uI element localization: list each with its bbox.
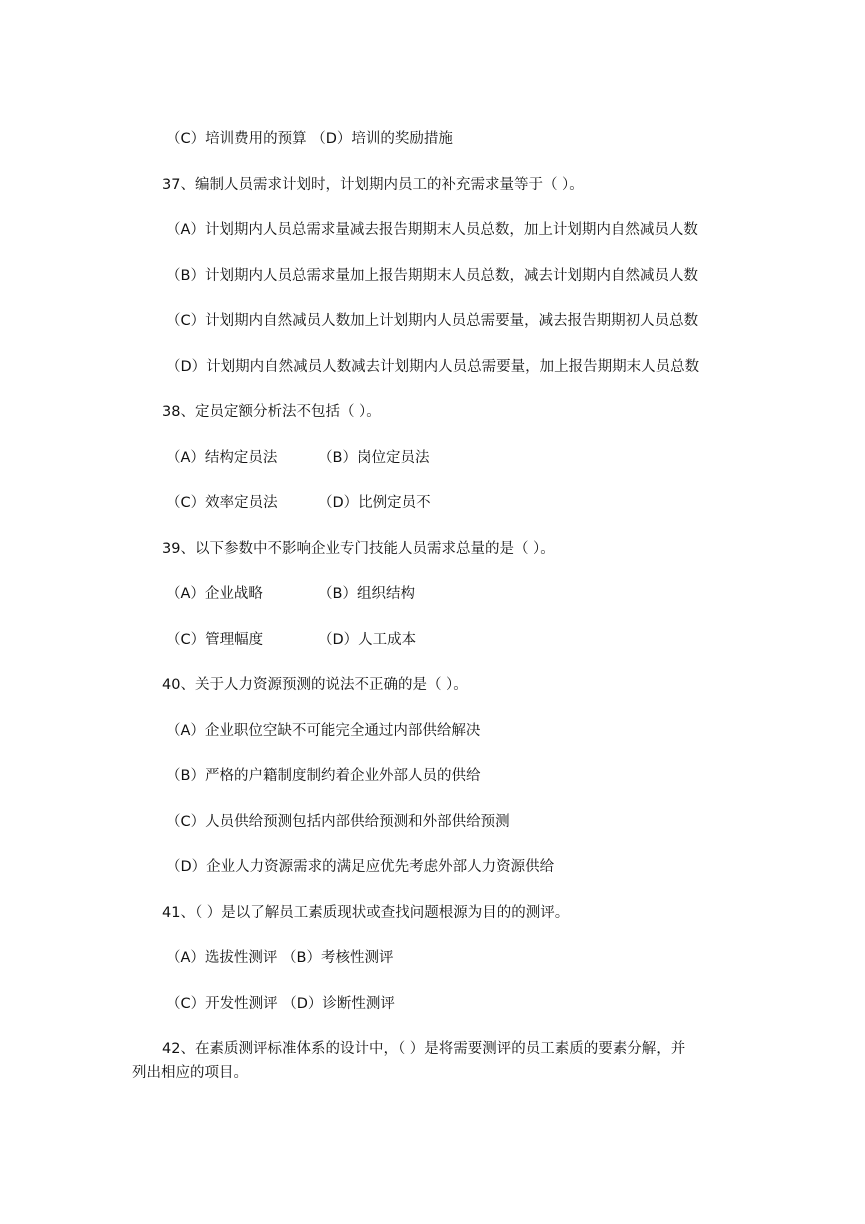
- option-38-c: （C）效率定员法: [166, 495, 278, 511]
- option-41-cd: （C）开发性测评 （D）诊断性测评: [166, 996, 395, 1012]
- option-41-ab: （A）选拔性测评 （B）考核性测评: [166, 950, 394, 966]
- question-38: 38、定员定额分析法不包括（ ）。: [162, 404, 381, 420]
- question-41: 41、（ ）是以了解员工素质现状或查找问题根源为目的的测评。: [162, 905, 570, 921]
- option-39-a: （A）企业战略: [166, 586, 263, 602]
- option-40-d: （D）企业人力资源需求的满足应优先考虑外部人力资源供给: [166, 859, 555, 875]
- option-38-b: （B）岗位定员法: [318, 450, 430, 466]
- option-40-a: （A）企业职位空缺不可能完全通过内部供给解决: [166, 723, 481, 739]
- question-40: 40、关于人力资源预测的说法不正确的是（ ）。: [162, 677, 468, 693]
- option-37-a: （A）计划期内人员总需求量减去报告期期末人员总数，加上计划期内自然减员人数: [166, 222, 698, 238]
- question-39: 39、以下参数中不影响企业专门技能人员需求总量的是（ ）。: [162, 541, 555, 557]
- option-37-d: （D）计划期内自然减员人数减去计划期内人员总需要量，加上报告期期末人员总数: [166, 359, 700, 375]
- question-42-line-2: 列出相应的项目。: [132, 1065, 248, 1081]
- question-37: 37、编制人员需求计划时，计划期内员工的补充需求量等于（ ）。: [162, 177, 584, 193]
- option-39-b: （B）组织结构: [318, 586, 415, 602]
- option-39-c: （C）管理幅度: [166, 632, 264, 648]
- option-37-c: （C）计划期内自然减员人数加上计划期内人员总需要量，减去报告期期初人员总数: [166, 313, 699, 329]
- option-40-b: （B）严格的户籍制度制约着企业外部人员的供给: [166, 768, 481, 784]
- option-line-36-cd: （C）培训费用的预算 （D）培训的奖励措施: [166, 131, 453, 147]
- option-39-d: （D）人工成本: [318, 632, 417, 648]
- option-38-d: （D）比例定员不: [318, 495, 431, 511]
- option-40-c: （C）人员供给预测包括内部供给预测和外部供给预测: [166, 814, 510, 830]
- option-37-b: （B）计划期内人员总需求量加上报告期期末人员总数，减去计划期内自然减员人数: [166, 268, 698, 284]
- question-42-line-1: 42、在素质测评标准体系的设计中，（ ）是将需要测评的员工素质的要素分解，并: [162, 1041, 686, 1057]
- option-38-a: （A）结构定员法: [166, 450, 278, 466]
